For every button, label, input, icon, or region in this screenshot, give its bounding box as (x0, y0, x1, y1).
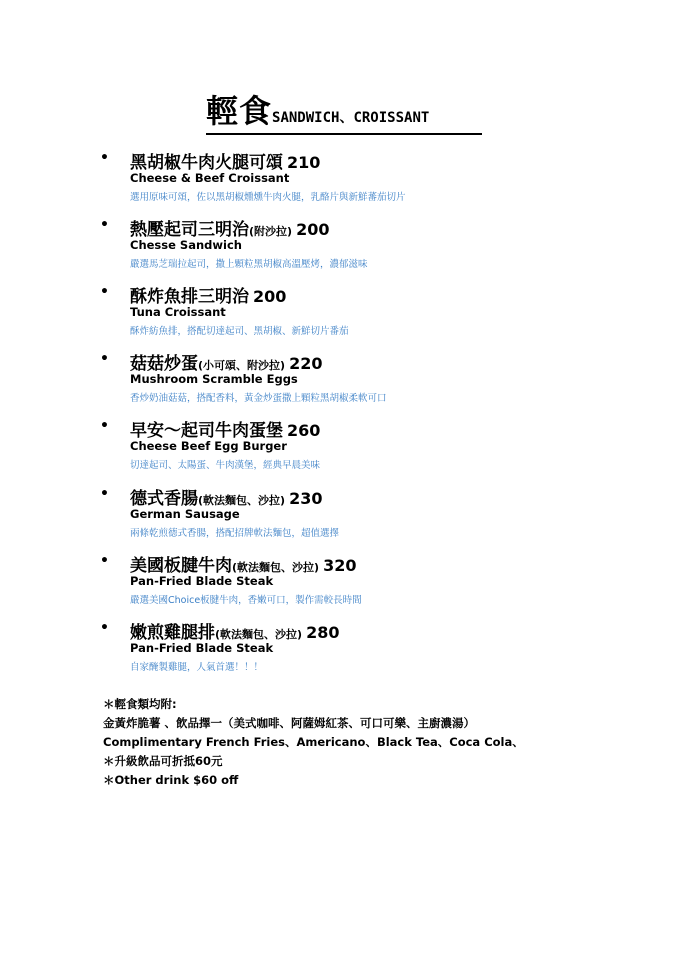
item-name (130, 349, 322, 374)
item-price: 280 (306, 623, 340, 642)
item-description: 香炒奶油菇菇，搭配香料，黃金炒蛋撒上顆粒黑胡椒柔軟可口 (130, 393, 387, 404)
bullet: • (100, 418, 109, 434)
item-name (130, 618, 339, 643)
title-english: SANDWICH、CROISSANT (272, 110, 430, 126)
item-name-zh: 美國板腱牛肉 (130, 556, 232, 576)
item-price: 260 (287, 421, 321, 440)
item-price: 210 (287, 153, 321, 172)
menu-title (206, 86, 482, 135)
menu-item (0, 349, 678, 409)
bullet: • (100, 284, 109, 300)
item-name-en: Pan-Fried Blade Steak (130, 574, 274, 588)
menu-item (0, 416, 678, 476)
item-note: (軟法麵包、沙拉) (215, 628, 303, 641)
bullet: • (100, 351, 109, 367)
item-description: 兩條乾煎德式香腸，搭配招牌軟法麵包，超值選擇 (130, 528, 340, 539)
bullet: • (100, 150, 109, 166)
item-name-en: Pan-Fried Blade Steak (130, 641, 274, 655)
menu-item (0, 148, 678, 208)
menu-item (0, 618, 678, 678)
item-price: 200 (253, 287, 287, 306)
item-name-zh: 早安～起司牛肉蛋堡 (130, 421, 283, 441)
footer-line-includes: ＊輕食類均附: (103, 697, 177, 711)
item-description: 嚴選美國Choice板腱牛肉，香嫩可口，製作需較長時間 (130, 595, 362, 606)
item-name-en: German Sausage (130, 507, 240, 521)
item-name (130, 416, 320, 441)
bullet: • (100, 620, 109, 636)
item-description: 切達起司、太陽蛋、牛肉漢堡，經典早晨美味 (130, 460, 321, 471)
bullet: • (100, 553, 109, 569)
item-name-zh: 黑胡椒牛肉火腿可頌 (130, 153, 283, 173)
title-chinese: 輕食 (206, 92, 273, 130)
item-name-zh: 嫩煎雞腿排 (130, 623, 215, 643)
footer-notes (103, 695, 524, 790)
item-price: 230 (289, 489, 323, 508)
footer-line-upgrade-zh: ＊升級飲品可折抵60元 (103, 754, 223, 768)
item-name-zh: 菇菇炒蛋 (130, 354, 198, 374)
item-name (130, 215, 329, 240)
item-name-en: Chesse Sandwich (130, 238, 242, 252)
item-note: (軟法麵包、沙拉) (198, 494, 286, 507)
item-description: 嚴選馬芝瑞拉起司，撒上顆粒黑胡椒高溫壓烤，濃郁滋味 (130, 259, 368, 270)
menu-item (0, 215, 678, 275)
bullet: • (100, 486, 109, 502)
item-name (130, 148, 320, 173)
item-note: (軟法麵包、沙拉) (232, 561, 320, 574)
item-name-zh: 德式香腸 (130, 489, 198, 509)
menu-item (0, 551, 678, 611)
menu-item (0, 484, 678, 544)
item-name-en: Cheese Beef Egg Burger (130, 439, 287, 453)
item-description: 酥炸紡魚排，搭配切達起司、黑胡椒、新鮮切片番茄 (130, 326, 349, 337)
item-note: (小可頌、附沙拉) (198, 359, 286, 372)
item-price: 200 (296, 220, 330, 239)
footer-line-sides-en: Complimentary French Fries、Americano、Black Tea、Coca Cola、 (103, 735, 524, 749)
item-name-en: Cheese & Beef Croissant (130, 171, 290, 185)
item-name-en: Mushroom Scramble Eggs (130, 372, 298, 386)
footer-line-sides-zh: 金黃炸脆薯 、飲品擇一（美式咖啡、阿薩姆紅茶、可口可樂、主廚濃湯） (103, 716, 475, 730)
footer-line-upgrade-en: ＊Other drink $60 off (103, 773, 239, 787)
item-note: (附沙拉) (249, 225, 293, 238)
item-name-zh: 酥炸魚排三明治 (130, 287, 249, 307)
item-description: 選用原味可頌，佐以黑胡椒燻燻牛肉火腿，乳酪片與新鮮蕃茄切片 (130, 192, 406, 203)
item-name (130, 282, 286, 307)
bullet: • (100, 217, 109, 233)
item-price: 320 (323, 556, 357, 575)
item-price: 220 (289, 354, 323, 373)
item-name-zh: 熱壓起司三明治 (130, 220, 249, 240)
item-name (130, 551, 356, 576)
item-name-en: Tuna Croissant (130, 305, 226, 319)
item-name (130, 484, 322, 509)
item-description: 自家醃製雞腿，人氣首選！！！ (130, 662, 264, 673)
menu-item (0, 282, 678, 342)
